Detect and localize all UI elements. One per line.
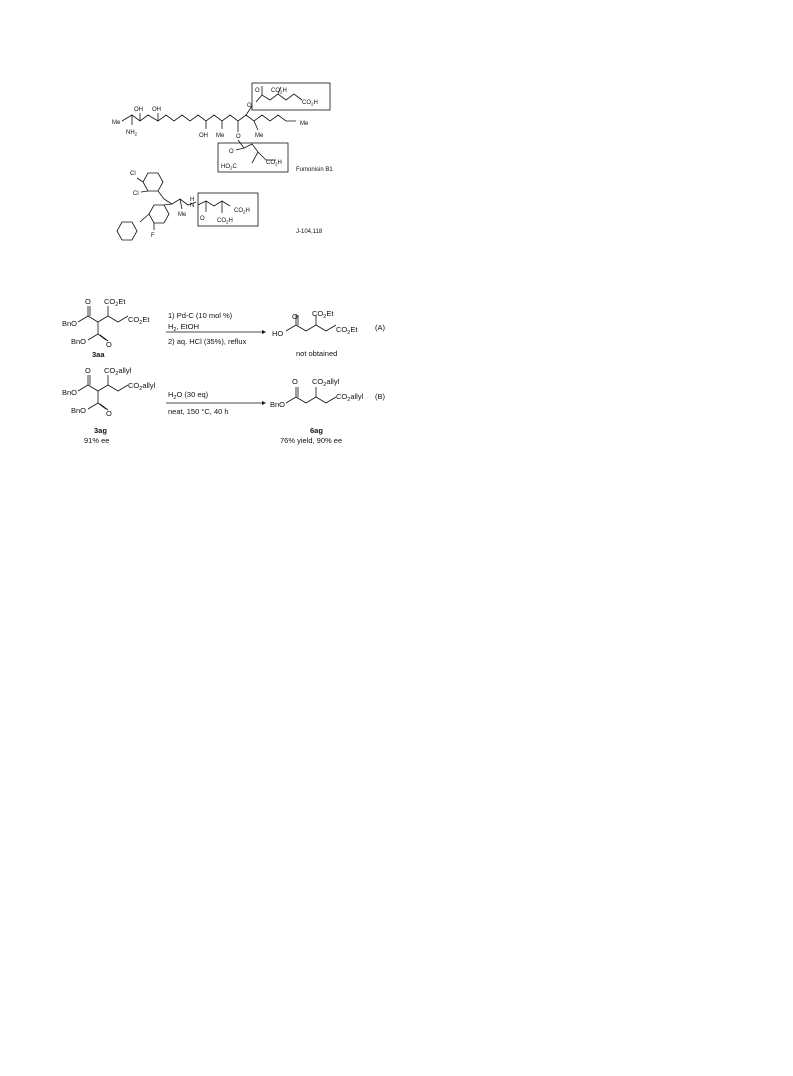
- compound-label-3aa: 3aa: [92, 350, 105, 359]
- atom-label: $CO_2allyl$: [312, 377, 340, 388]
- atom-label: Me: [255, 133, 264, 139]
- product-b-yield: 76% yield, 90% ee: [280, 436, 343, 445]
- reaction-tag-a: (A): [375, 323, 385, 332]
- atom-label: $CO_2allyl$: [336, 392, 364, 403]
- atom-label: $CO_2Et$: [128, 315, 150, 326]
- atom-label: Me: [216, 133, 225, 139]
- atom-label: O: [292, 377, 298, 386]
- atom-label: Me: [300, 121, 309, 127]
- atom-label: O: [255, 88, 260, 94]
- j104-caption: J-104,118: [296, 229, 323, 235]
- atom-label: O: [106, 340, 112, 349]
- atom-label: O: [106, 409, 112, 418]
- atom-label: $CO_2H$: [266, 160, 282, 167]
- atom-label: $CO_2H$: [217, 218, 233, 225]
- atom-label: O: [229, 149, 234, 155]
- atom-label: O: [247, 103, 252, 109]
- reaction-b-reactant-bonds: [78, 375, 128, 410]
- conditions-a-line3: 2) aq. HCl (35%), reflux: [168, 337, 247, 346]
- atom-label: BnO: [71, 337, 87, 346]
- atom-label: H: [190, 197, 195, 203]
- atom-label: HO: [272, 329, 284, 338]
- atom-label: $CO_2H$: [234, 208, 250, 215]
- fumonisin-structure: [122, 83, 330, 172]
- reaction-a-reactant-bonds: [78, 306, 128, 341]
- compound-label-6ag: 6ag: [310, 426, 323, 435]
- reaction-tag-b: (B): [375, 392, 385, 401]
- atom-label: BnO: [71, 406, 87, 415]
- atom-label: $CO_2Et$: [312, 309, 334, 320]
- conditions-a-line2: $H_2$, EtOH: [168, 322, 199, 333]
- atom-label: Cl: [133, 191, 139, 197]
- atom-label: O: [85, 366, 91, 375]
- reaction-b-product-bonds: [286, 387, 336, 403]
- atom-label: OH: [134, 107, 143, 113]
- fumonisin-caption: Fumonisin B1: [296, 167, 333, 173]
- atom-label: O: [236, 134, 241, 140]
- atom-label: $CO_2Et$: [336, 325, 358, 336]
- atom-label: O: [200, 216, 205, 222]
- reactant-b-ee: 91% ee: [84, 436, 110, 445]
- arrowhead: [262, 330, 266, 334]
- atom-label: O: [85, 297, 91, 306]
- conditions-b-line2: neat, 150 °C, 40 h: [168, 407, 229, 416]
- atom-label: $CO_2H$: [302, 100, 318, 107]
- atom-label: BnO: [270, 400, 286, 409]
- atom-label: OH: [199, 133, 208, 139]
- atom-label: $CO_2allyl$: [128, 381, 156, 392]
- atom-label: Me: [178, 212, 187, 218]
- atom-label: $CO_2allyl$: [104, 366, 132, 377]
- atom-label: Me: [112, 120, 121, 126]
- atom-label: OH: [152, 107, 161, 113]
- atom-label: BnO: [62, 388, 78, 397]
- compound-label-3ag: 3ag: [94, 426, 107, 435]
- atom-label: F: [151, 233, 155, 239]
- atom-label: Cl: [130, 171, 136, 177]
- conditions-b-line1: $H_2O$ (30 eq): [168, 390, 209, 401]
- j104-structure: [117, 173, 258, 240]
- atom-label: $CO_2H$: [271, 88, 287, 95]
- atom-label: $CO_2Et$: [104, 297, 126, 308]
- atom-label: $HO_2C$: [221, 164, 237, 171]
- product-a-note: not obtained: [296, 349, 338, 358]
- atom-label: O: [292, 312, 298, 321]
- conditions-a-line1: 1) Pd-C (10 mol %): [168, 311, 233, 320]
- atom-label: $NH_2$: [126, 130, 138, 137]
- arrowhead: [262, 401, 266, 405]
- atom-label: N: [190, 203, 195, 209]
- atom-label: BnO: [62, 319, 78, 328]
